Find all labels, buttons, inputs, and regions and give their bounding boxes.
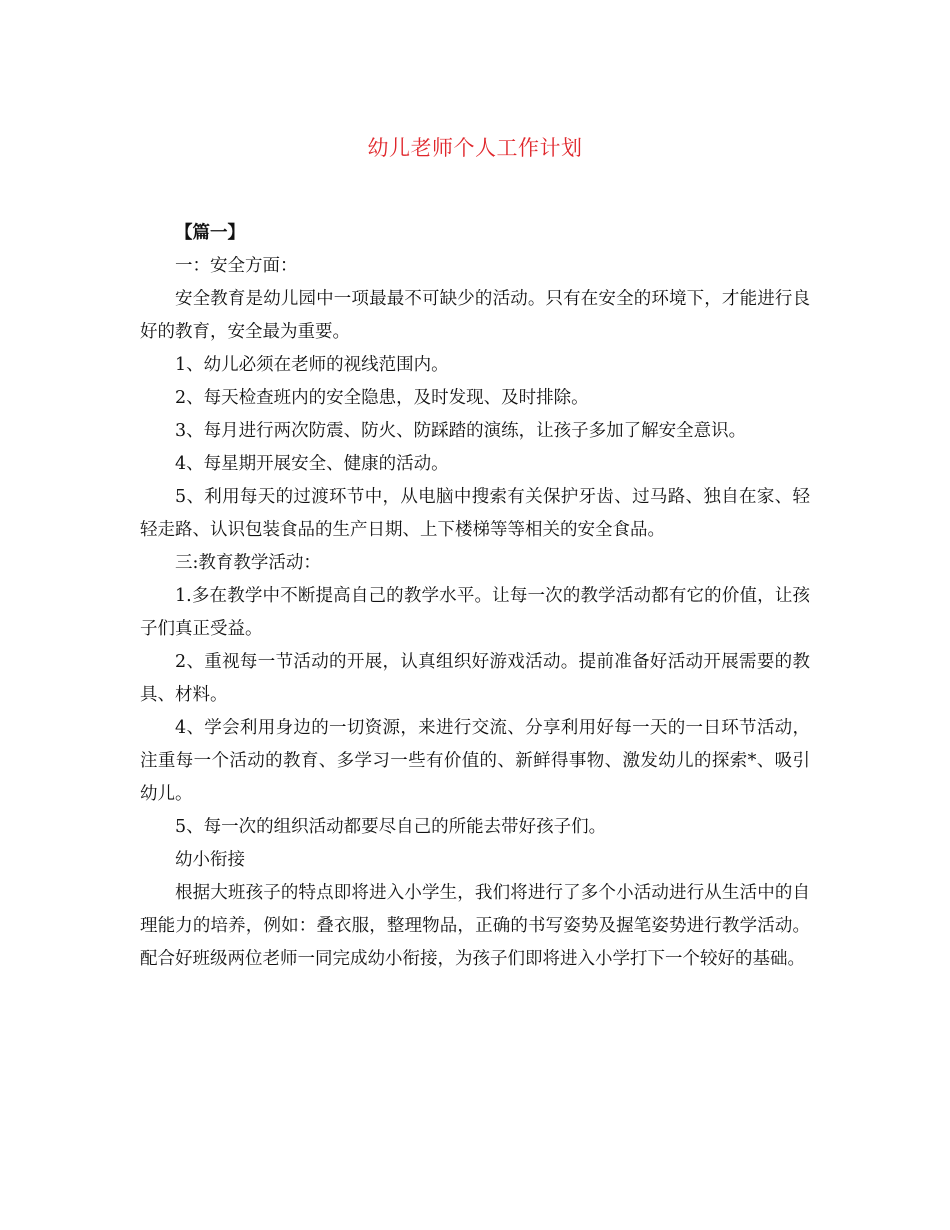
subsection-heading-safety: 一：安全方面： (175, 256, 298, 276)
list-item: 3、每月进行两次防震、防火、防踩踏的演练，让孩子多加了解安全意识。 (175, 421, 747, 441)
paragraph: 安全教育是幼儿园中一项最最不可缺少的活动。只有在安全的环境下，才能进行良好的教育，安全最为重要。 (140, 289, 810, 342)
list-item: 2、重视每一节活动的开展，认真组织好游戏活动。提前准备好活动开展需要的教具、材料。 (140, 652, 810, 705)
subsection-heading-teaching: 三:教育教学活动： (175, 553, 321, 573)
list-item: 5、利用每天的过渡环节中，从电脑中搜索有关保护牙齿、过马路、独自在家、轻轻走路、认识包装食品的生产日期、上下楼梯等等相关的安全食品。 (140, 487, 810, 540)
section-heading: 【篇一】 (175, 223, 245, 243)
subsection-heading-transition: 幼小衔接 (175, 850, 245, 870)
list-item: 1.多在教学中不断提高自己的教学水平。让每一次的教学活动都有它的价值，让孩子们真正受益。 (140, 586, 810, 639)
list-item: 2、每天检查班内的安全隐患，及时发现、及时排除。 (175, 388, 589, 408)
document-title: 幼儿老师个人工作计划 (367, 136, 583, 160)
list-item: 4、每星期开展安全、健康的活动。 (175, 454, 449, 474)
list-item: 1、幼儿必须在老师的视线范围内。 (175, 355, 449, 375)
document-body (140, 217, 810, 976)
list-item: 4、学会利用身边的一切资源，来进行交流、分享利用好每一天的一日环节活动，注重每一个活动的教育、多学习一些有价值的、新鲜得事物、激发幼儿的探索*、吸引幼儿。 (140, 718, 810, 804)
paragraph: 根据大班孩子的特点即将进入小学生，我们将进行了多个小活动进行从生活中的自理能力的培养，例如：叠衣服，整理物品，正确的书写姿势及握笔姿势进行教学活动。配合好班级两位老师一同完成幼小衔接，为孩子们即将进入小学打下一个较好的基础。 (140, 883, 810, 969)
list-item: 5、每一次的组织活动都要尽自己的所能去带好孩子们。 (175, 817, 607, 837)
